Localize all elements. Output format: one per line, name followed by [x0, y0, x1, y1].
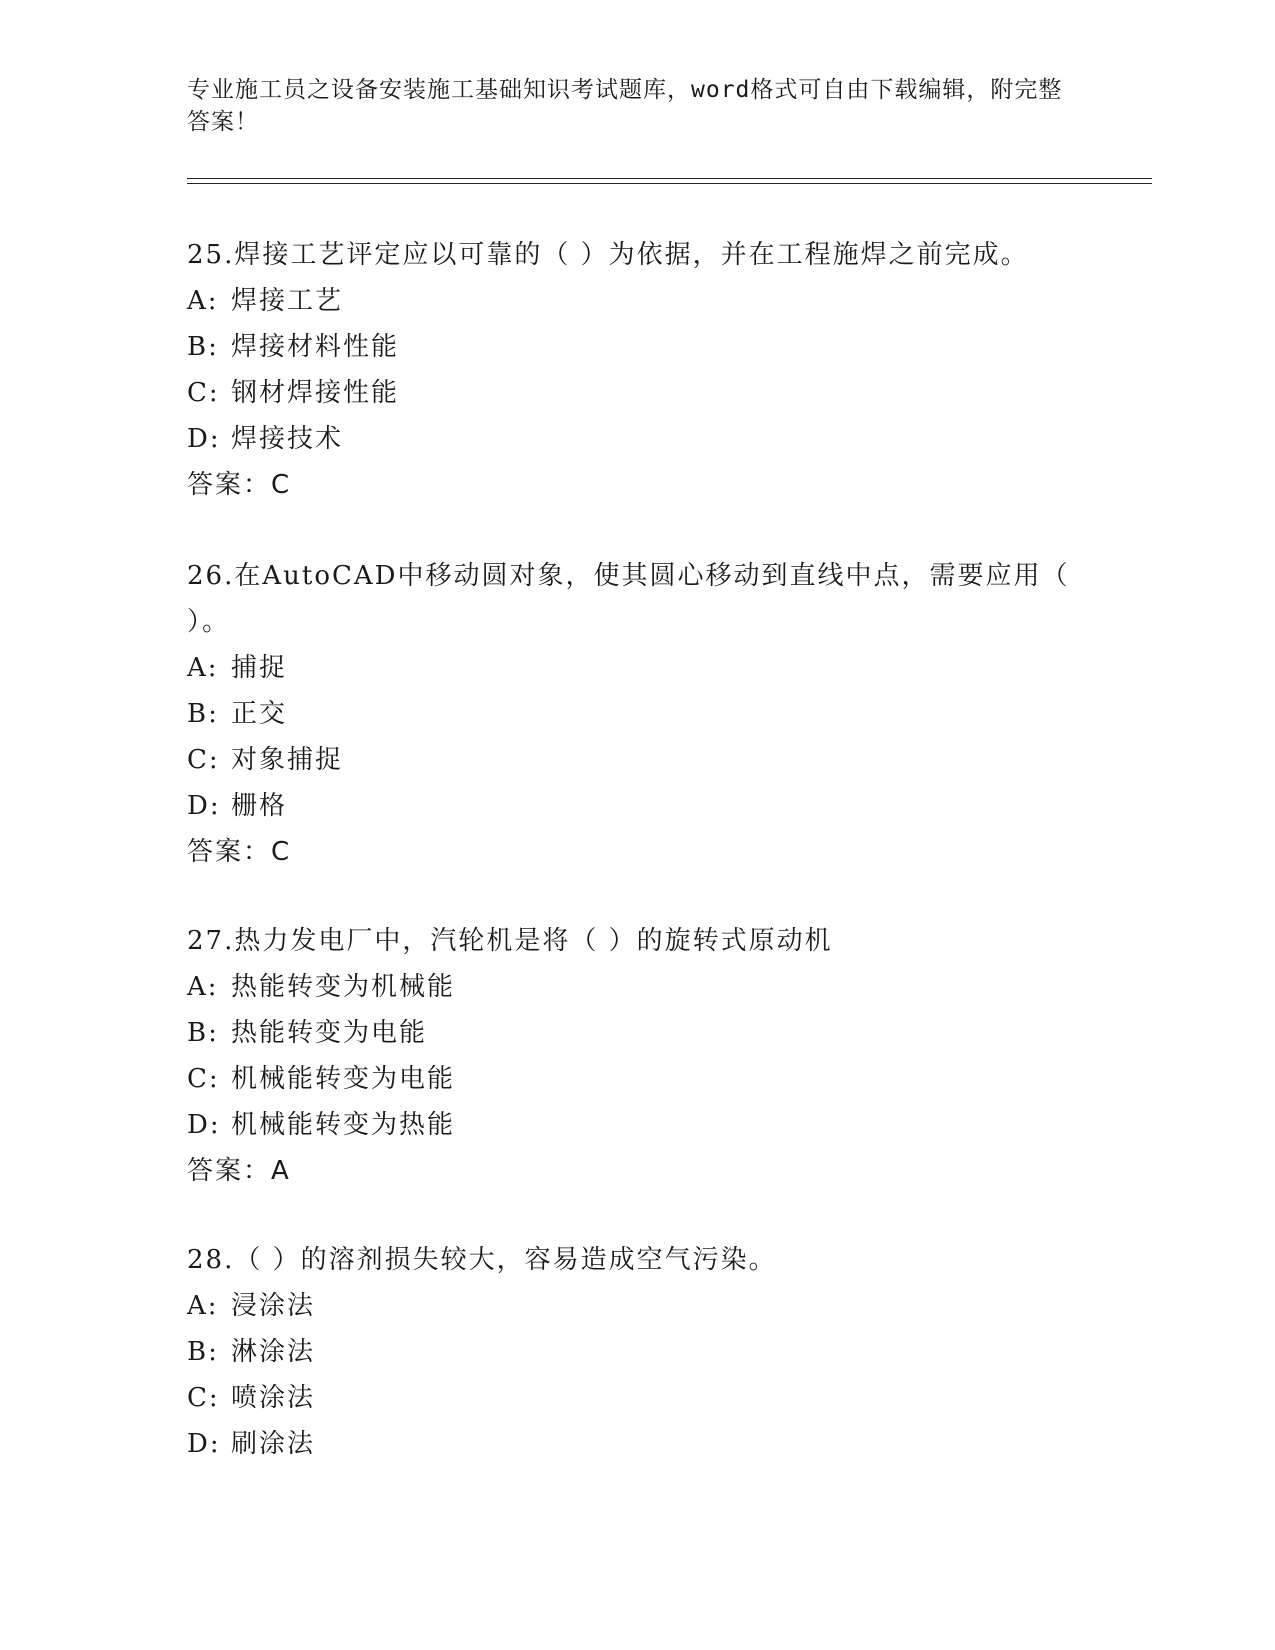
option-text: 钢材焊接性能 [231, 378, 400, 408]
question-26 [187, 553, 1087, 875]
question-stem: 25.焊接工艺评定应以可靠的（ ）为依据，并在工程施焊之前完成。 [187, 240, 1029, 270]
option-text: 栅格 [231, 791, 288, 821]
option-text: 焊接材料性能 [231, 332, 400, 362]
option-b [187, 1329, 1087, 1375]
option-letter: A: [187, 286, 219, 316]
header-divider-bottom [187, 183, 1152, 184]
option-text: 捕捉 [231, 653, 288, 683]
option-c [187, 737, 1087, 783]
document-header: 专业施工员之设备安装施工基础知识考试题库，word格式可自由下载编辑，附完整答案！ [187, 77, 1063, 135]
option-text: 焊接工艺 [231, 286, 344, 316]
option-letter: C: [187, 378, 220, 408]
question-27 [187, 918, 1087, 1194]
question-28 [187, 1237, 1087, 1467]
option-letter: A: [187, 653, 219, 683]
option-a [187, 964, 1087, 1010]
option-letter: C: [187, 1383, 220, 1413]
question-stem: 28.（ ）的溶剂损失较大，容易造成空气污染。 [187, 1245, 777, 1275]
option-letter: C: [187, 745, 220, 775]
option-text: 对象捕捉 [231, 745, 344, 775]
option-letter: B: [187, 1337, 219, 1367]
option-d [187, 783, 1087, 829]
answer-line: 答案：A [187, 1156, 291, 1186]
question-25 [187, 232, 1087, 508]
answer-line: 答案：C [187, 837, 292, 867]
option-c [187, 1056, 1087, 1102]
option-letter: D: [187, 1110, 221, 1140]
option-text: 正交 [231, 699, 288, 729]
option-text: 热能转变为电能 [231, 1018, 428, 1048]
option-d [187, 1102, 1087, 1148]
option-text: 焊接技术 [231, 424, 344, 454]
option-b [187, 1010, 1087, 1056]
option-letter: B: [187, 1018, 219, 1048]
option-text: 机械能转变为热能 [231, 1110, 456, 1140]
question-stem: 26.在AutoCAD中移动圆对象，使其圆心移动到直线中点，需要应用（ ）。 [187, 561, 1070, 637]
option-letter: D: [187, 424, 221, 454]
option-text: 浸涂法 [231, 1291, 316, 1321]
option-d [187, 1421, 1087, 1467]
option-letter: B: [187, 332, 219, 362]
option-letter: D: [187, 791, 221, 821]
answer-line: 答案：C [187, 470, 292, 500]
option-letter: B: [187, 699, 219, 729]
option-letter: A: [187, 1291, 219, 1321]
option-letter: C: [187, 1064, 220, 1094]
option-text: 刷涂法 [231, 1429, 316, 1459]
option-b [187, 324, 1087, 370]
option-text: 喷涂法 [231, 1383, 316, 1413]
option-letter: D: [187, 1429, 221, 1459]
option-letter: A: [187, 972, 219, 1002]
option-d [187, 416, 1087, 462]
option-b [187, 691, 1087, 737]
question-stem: 27.热力发电厂中，汽轮机是将（ ）的旋转式原动机 [187, 926, 833, 956]
option-c [187, 1375, 1087, 1421]
option-text: 热能转变为机械能 [231, 972, 456, 1002]
option-c [187, 370, 1087, 416]
header-divider-top [187, 178, 1152, 179]
option-a [187, 1283, 1087, 1329]
option-a [187, 278, 1087, 324]
option-a [187, 645, 1087, 691]
option-text: 淋涂法 [231, 1337, 316, 1367]
option-text: 机械能转变为电能 [231, 1064, 456, 1094]
